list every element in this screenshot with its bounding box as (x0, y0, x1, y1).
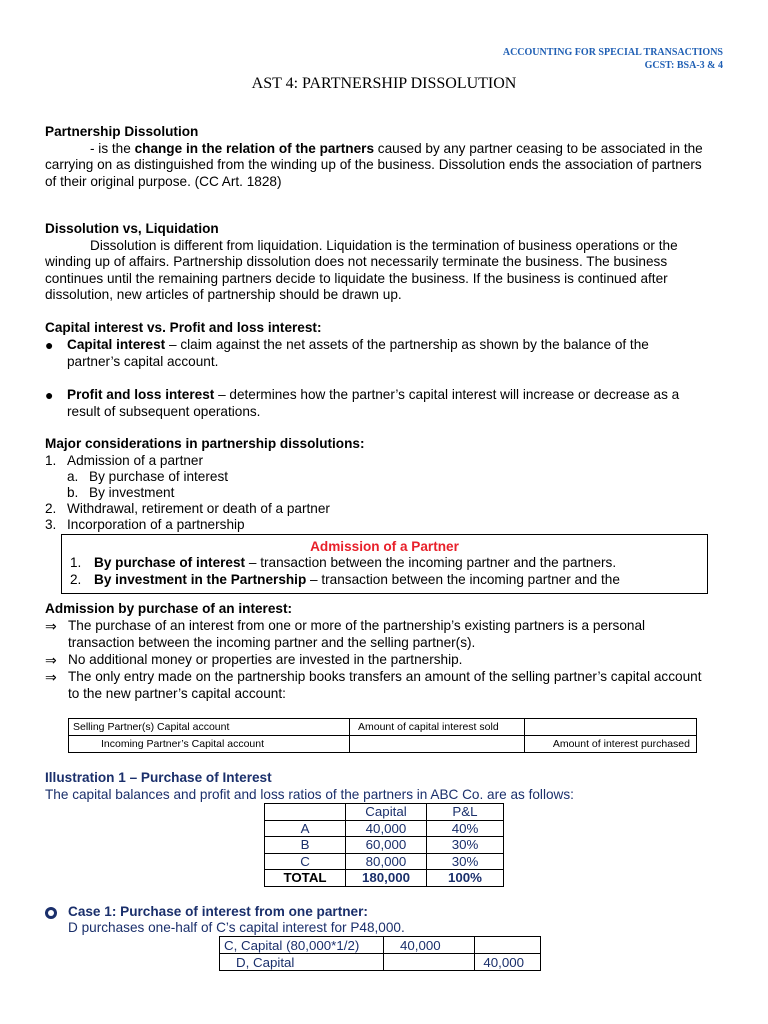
page-title: AST 4: PARTNERSHIP DISSOLUTION (251, 75, 517, 92)
dissolution-line1: caused by any partner ceasing to be associated in the (374, 140, 703, 156)
b2-bold: Profit and loss interest (67, 387, 215, 402)
case1-text: D purchases one-half of C’s capital interest for P48,000. (68, 920, 405, 935)
table-row: Selling Partner(s) Capital account Amount of capital interest sold (69, 719, 697, 736)
b2-line1: – determines how the partner’s capital interest will increase or decrease as a (214, 387, 680, 402)
b2-line2: result of subsequent operations. (67, 403, 261, 419)
illustration-text: The capital balances and profit and loss ratios of the partners in ABC Co. are as follows: (45, 787, 574, 802)
dissolution-line2: carrying on as distinguished from the winding up of the business. Dissolution ends the association of partners (45, 157, 702, 173)
vs-line4: dissolution, new articles of partnership should be drawn up. (45, 287, 402, 303)
bullet-capital-interest (45, 337, 717, 370)
purchase-point-2: No additional money or properties are invested in the partnership. (68, 652, 463, 667)
dissolution-bold: change in the relation of the partners (134, 140, 375, 156)
dissolution-heading: Partnership Dissolution (45, 124, 199, 139)
table-row: A 40,000 40% (265, 820, 504, 837)
vs-line1: Dissolution is different from liquidation. Liquidation is the termination of business operations or the (90, 237, 678, 253)
b1-line2: partner’s capital account. (67, 353, 219, 369)
b1-line1: – claim against the net assets of the partnership as shown by the balance of the (165, 337, 649, 352)
arrow-icon: ⇒ (45, 652, 57, 668)
table-row: Incoming Partner’s Capital account Amount of interest purchased (69, 736, 697, 753)
capital-table (264, 803, 504, 887)
entry-table (68, 718, 697, 753)
arrow-icon: ⇒ (45, 669, 57, 685)
course-section: GCST: BSA-3 & 4 (644, 60, 723, 71)
case1-table (219, 936, 541, 971)
dissolution-section (45, 124, 725, 190)
target-bullet-icon (45, 907, 57, 919)
bullet-icon: ● (45, 387, 54, 403)
table-row: C, Capital (80,000*1/2) 40,000 (220, 937, 541, 954)
consideration-item: 2. Withdrawal, retirement or death of a partner (45, 501, 330, 516)
table-row: Capital P&L (265, 804, 504, 821)
table-row: C 80,000 30% (265, 853, 504, 870)
vs-line2: winding up of affairs. Partnership dissolution does not necessarily terminate the business. The business (45, 254, 668, 270)
consideration-item: 3. Incorporation of a partnership (45, 517, 245, 532)
consideration-item: b. By investment (67, 485, 175, 500)
interest-heading-text: Capital interest vs. Profit and loss interest: (45, 320, 322, 335)
vs-line3: continues until the remaining partners decide to liquidate the business. If the business is continued after (45, 270, 668, 286)
purchase-point-3: The only entry made on the partnership books transfers an amount of the selling partner’s capital account to the new partner’s capital account: (68, 669, 702, 701)
admission-item-2: 2. By investment in the Partnership – transaction between the incoming partner and the (70, 572, 620, 587)
considerations-heading (45, 436, 725, 453)
consideration-item: a. By purchase of interest (67, 469, 229, 484)
admission-heading: Admission of a Partner (310, 539, 459, 554)
table-row: D, Capital 40,000 (220, 954, 541, 971)
table-row-total: TOTAL 180,000 100% (265, 870, 504, 887)
vs-heading: Dissolution vs, Liquidation (45, 221, 219, 236)
vs-section (45, 221, 725, 304)
purchase-heading-text: Admission by purchase of an interest: (45, 601, 293, 616)
table-row: B 60,000 30% (265, 837, 504, 854)
dissolution-line3: of their original purpose. (CC Art. 1828) (45, 173, 282, 189)
dissolution-pre: - is the (90, 140, 135, 156)
considerations-heading-text: Major considerations in partnership dissolutions: (45, 436, 365, 451)
b1-bold: Capital interest (67, 337, 166, 352)
illustration-heading: Illustration 1 – Purchase of Interest (45, 770, 272, 785)
admission-item-1: 1. By purchase of interest – transaction between the incoming partner and the partners. (70, 555, 617, 570)
arrow-icon: ⇒ (45, 618, 57, 634)
purchase-point-1: The purchase of an interest from one or more of the partnership’s existing partners is a personal transaction between the incoming partner and the selling partner(s). (68, 618, 646, 650)
consideration-item: 1. Admission of a partner (45, 453, 204, 468)
purchase-heading (45, 601, 725, 618)
case1-heading: Case 1: Purchase of interest from one partner: (68, 904, 368, 919)
bullet-pl-interest (45, 387, 717, 420)
bullet-icon: ● (45, 337, 54, 353)
course-title: ACCOUNTING FOR SPECIAL TRANSACTIONS (502, 47, 723, 58)
admission-box (61, 534, 708, 594)
interest-heading (45, 320, 725, 337)
